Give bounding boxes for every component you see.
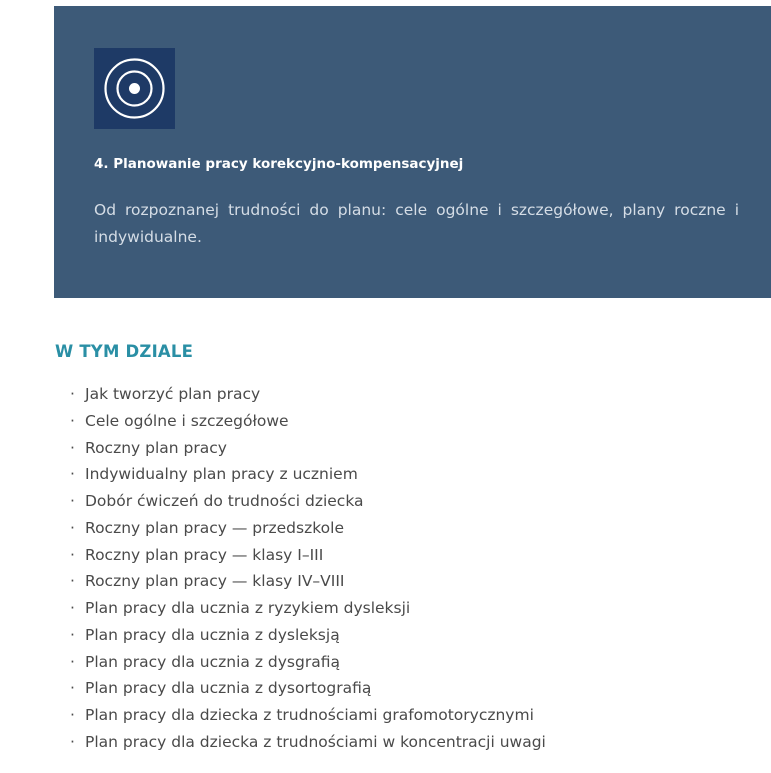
- list-item-label: Dobór ćwiczeń do trudności dziecka: [85, 492, 364, 510]
- target-circle-icon: [94, 48, 175, 129]
- list-item[interactable]: [70, 729, 546, 756]
- bullet-icon: ·: [70, 599, 75, 617]
- bullet-icon: ·: [70, 518, 75, 537]
- list-item-label: Roczny plan pracy — klasy IV–VIII: [85, 572, 345, 591]
- list-item[interactable]: [70, 649, 546, 676]
- list-item-label: Plan pracy dla ucznia z dysleksją: [85, 625, 340, 644]
- hero-title: 4. Planowanie pracy korekcyjno-kompensacyjnej: [94, 156, 464, 172]
- list-item[interactable]: [70, 408, 546, 435]
- list-item[interactable]: [70, 675, 546, 702]
- list-item-label: Plan pracy dla dziecka z trudnościami w koncentracji uwagi: [85, 732, 546, 751]
- hero-description: Od rozpoznanej trudności do planu: cele ogólne i szczegółowe, plany roczne i indywidualne.: [94, 201, 739, 246]
- bullet-icon: ·: [70, 465, 75, 484]
- bullet-icon: ·: [70, 625, 75, 644]
- list-item-label: Roczny plan pracy: [85, 438, 227, 457]
- list-item-label: Roczny plan pracy — przedszkole: [85, 518, 344, 537]
- list-item-label: Indywidualny plan pracy z uczniem: [85, 465, 358, 484]
- topic-list: [70, 381, 546, 756]
- bullet-icon: ·: [70, 492, 75, 510]
- section-heading: W TYM DZIALE: [55, 342, 194, 361]
- list-item-label: Plan pracy dla ucznia z dysgrafią: [85, 652, 340, 671]
- bullet-icon: ·: [70, 706, 75, 724]
- bullet-icon: ·: [70, 572, 75, 591]
- bullet-icon: ·: [70, 732, 75, 751]
- list-item[interactable]: [70, 568, 546, 595]
- bullet-icon: ·: [70, 438, 75, 457]
- list-item[interactable]: [70, 622, 546, 649]
- list-item[interactable]: [70, 435, 546, 462]
- list-item-label: Roczny plan pracy — klasy I–III: [85, 545, 324, 564]
- list-item[interactable]: [70, 488, 546, 515]
- bullet-icon: ·: [70, 411, 75, 430]
- list-item[interactable]: [70, 595, 546, 622]
- list-item[interactable]: [70, 461, 546, 488]
- bullet-icon: ·: [70, 679, 75, 698]
- list-item[interactable]: [70, 702, 546, 729]
- list-item-label: Jak tworzyć plan pracy: [85, 385, 261, 403]
- list-item-label: Plan pracy dla ucznia z ryzykiem dysleksji: [85, 599, 411, 617]
- bullet-icon: ·: [70, 385, 75, 403]
- list-item-label: Plan pracy dla ucznia z dysortografią: [85, 679, 372, 698]
- list-item[interactable]: [70, 381, 546, 408]
- section-hero-card: [54, 6, 771, 298]
- list-item[interactable]: [70, 542, 546, 569]
- list-item[interactable]: [70, 515, 546, 542]
- bullet-icon: ·: [70, 652, 75, 671]
- list-item-label: Plan pracy dla dziecka z trudnościami grafomotorycznymi: [85, 706, 534, 724]
- list-item-label: Cele ogólne i szczegółowe: [85, 411, 289, 430]
- bullet-icon: ·: [70, 545, 75, 564]
